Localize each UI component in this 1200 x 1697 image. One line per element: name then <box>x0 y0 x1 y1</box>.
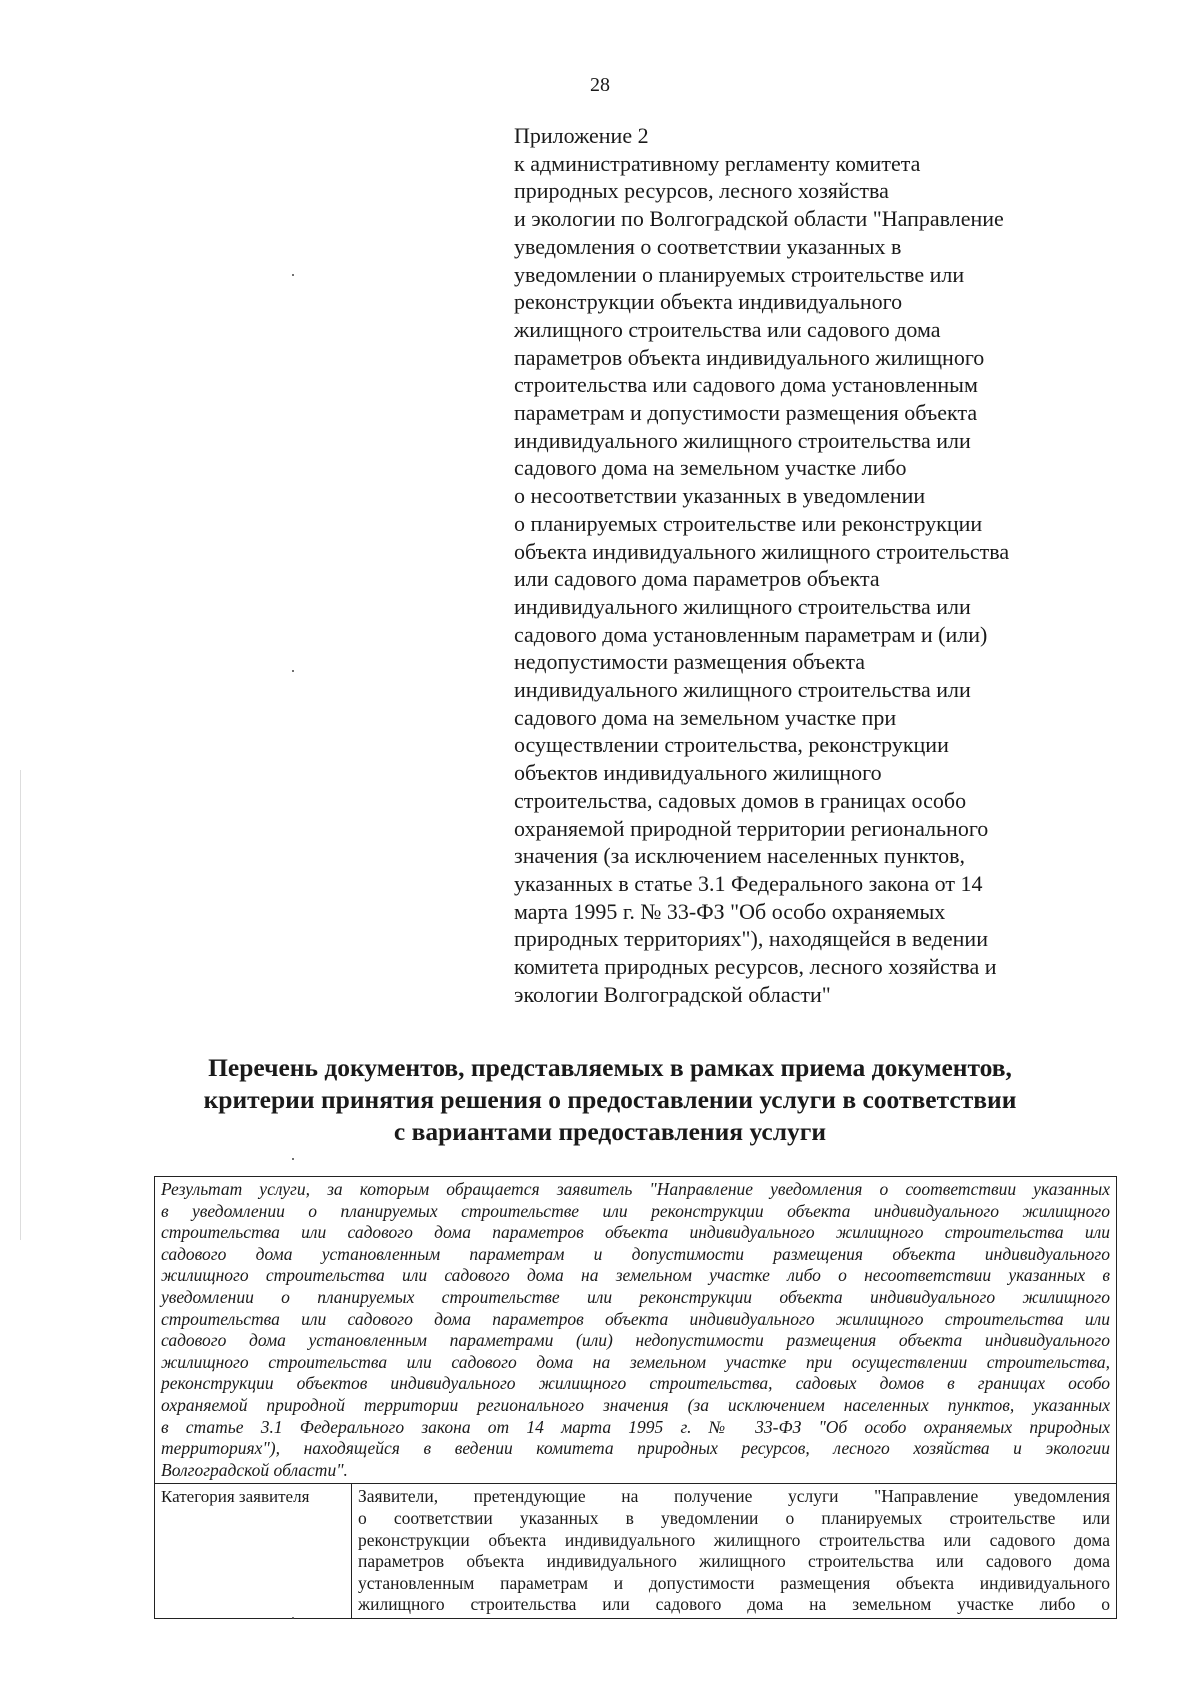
scan-speck <box>292 1617 294 1619</box>
result-line: охраняемой природной территории регионального значения (за исключением населенных пунктов, указанных <box>161 1394 1111 1415</box>
result-cell <box>155 1177 1117 1484</box>
appendix-line: указанных в статье 3.1 Федерального закона от 14 <box>514 870 983 896</box>
result-line: Результат услуги, за которым обращается заявитель "Направление уведомления о соответствии указанных <box>161 1179 1111 1199</box>
appendix-line: осуществлении строительства, реконструкции <box>514 732 949 758</box>
appendix-line: индивидуального жилищного строительства или <box>514 427 971 453</box>
scan-speck <box>292 1158 294 1160</box>
services-table-wrapper <box>154 1176 1116 1619</box>
appendix-line: природных территориях"), находящейся в ведении <box>514 926 988 952</box>
appendix-line: индивидуального жилищного строительства или <box>514 593 971 619</box>
document-title <box>140 1052 1080 1148</box>
appendix-line: садового дома на земельном участке либо <box>514 455 907 481</box>
appendix-line: значения (за исключением населенных пунктов, <box>514 843 966 869</box>
result-line: реконструкции объектов индивидуального жилищного строительства, садовых домов в границах особо <box>161 1373 1111 1394</box>
result-line: в уведомлении о планируемых строительстве или реконструкции объекта индивидуального жилищного <box>161 1200 1111 1221</box>
scan-speck <box>292 274 294 276</box>
appendix-line: строительства, садовых домов в границах особо <box>514 787 967 813</box>
title-line: с вариантами предоставления услуги <box>393 1117 827 1146</box>
appendix-line: охраняемой природной территории регионального <box>514 815 989 841</box>
appendix-line: жилищного строительства или садового дома <box>514 316 941 342</box>
result-line: жилищного строительства или садового дома на земельном участке при осуществлении строительства, <box>161 1351 1111 1372</box>
appendix-line: объектов индивидуального жилищного <box>514 760 882 786</box>
services-table <box>154 1176 1117 1619</box>
result-row <box>155 1177 1117 1484</box>
appendix-line: индивидуального жилищного строительства или <box>514 677 971 703</box>
category-line: о соответствии указанных в уведомлении о планируемых строительстве или <box>358 1507 1111 1528</box>
appendix-line: объекта индивидуального жилищного строительства <box>514 538 1010 564</box>
category-line: установленным параметрам и допустимости размещения объекта индивидуального <box>358 1572 1111 1593</box>
appendix-line: природных ресурсов, лесного хозяйства <box>514 178 889 204</box>
title-line: критерии принятия решения о предоставлении услуги в соответствии <box>203 1085 1017 1114</box>
appendix-line: комитета природных ресурсов, лесного хозяйства и <box>514 954 997 980</box>
category-line: Заявители, претендующие на получение услуги "Направление уведомления <box>358 1486 1111 1507</box>
result-line: строительства или садового дома параметров объекта индивидуального жилищного строительства или <box>161 1222 1111 1243</box>
result-line: строительства или садового дома параметров объекта индивидуального жилищного строительства или <box>161 1308 1111 1329</box>
result-line: Волгоградской области". <box>161 1459 348 1480</box>
appendix-line: к административному регламенту комитета <box>514 150 921 176</box>
appendix-line: уведомлении о планируемых строительстве или <box>514 261 965 287</box>
category-line: жилищного строительства или садового дома на земельном участке либо о <box>358 1594 1111 1615</box>
appendix-line: параметрам и допустимости размещения объекта <box>514 400 978 426</box>
appendix-line: параметров объекта индивидуального жилищного <box>514 344 985 370</box>
scan-speck <box>292 670 294 672</box>
appendix-line: садового дома на земельном участке при <box>514 704 897 730</box>
appendix-line: садового дома установленным параметрам и (или) <box>514 621 988 647</box>
title-line: Перечень документов, представляемых в рамках приема документов, <box>208 1053 1012 1082</box>
appendix-line: марта 1995 г. № 33-ФЗ "Об особо охраняемых <box>514 898 946 924</box>
result-line: жилищного строительства или садового дома на земельном участке либо о несоответствии указанных в <box>161 1265 1111 1286</box>
appendix-line: недопустимости размещения объекта <box>514 649 866 675</box>
appendix-line: или садового дома параметров объекта <box>514 566 880 592</box>
page-number: 28 <box>590 74 610 96</box>
category-line: реконструкции объекта индивидуального жилищного строительства или садового дома <box>358 1529 1111 1550</box>
category-line: параметров объекта индивидуального жилищного строительства или садового дома <box>358 1551 1111 1572</box>
result-line: в статье 3.1 Федерального закона от 14 марта 1995 г. № 33-ФЗ "Об особо охраняемых природных <box>161 1416 1111 1437</box>
result-line: садового дома установленным параметрам и допустимости размещения объекта индивидуального <box>161 1243 1111 1264</box>
result-line: территориях"), находящейся в ведении комитета природных ресурсов, лесного хозяйства и экологии <box>161 1438 1111 1459</box>
appendix-line: о планируемых строительстве или реконструкции <box>514 510 983 536</box>
category-label: Категория заявителя <box>155 1484 352 1619</box>
appendix-line: строительства или садового дома установленным <box>514 372 978 398</box>
appendix-line: Приложение 2 <box>514 123 649 148</box>
result-line: уведомлении о планируемых строительстве или реконструкции объекта индивидуального жилищного <box>161 1286 1111 1307</box>
category-row <box>155 1484 1117 1619</box>
scan-edge-line <box>20 770 21 1240</box>
result-line: садового дома установленным параметрами (или) недопустимости размещения объекта индивидуального <box>161 1330 1111 1351</box>
appendix-line: реконструкции объекта индивидуального <box>514 289 903 315</box>
appendix-header <box>514 122 1074 1009</box>
appendix-line: экологии Волгоградской области" <box>514 981 831 1007</box>
appendix-line: о несоответствии указанных в уведомлении <box>514 483 926 509</box>
appendix-line: и экологии по Волгоградской области "Направление <box>514 206 1004 232</box>
category-text <box>352 1484 1117 1619</box>
appendix-line: уведомления о соответствии указанных в <box>514 233 902 259</box>
